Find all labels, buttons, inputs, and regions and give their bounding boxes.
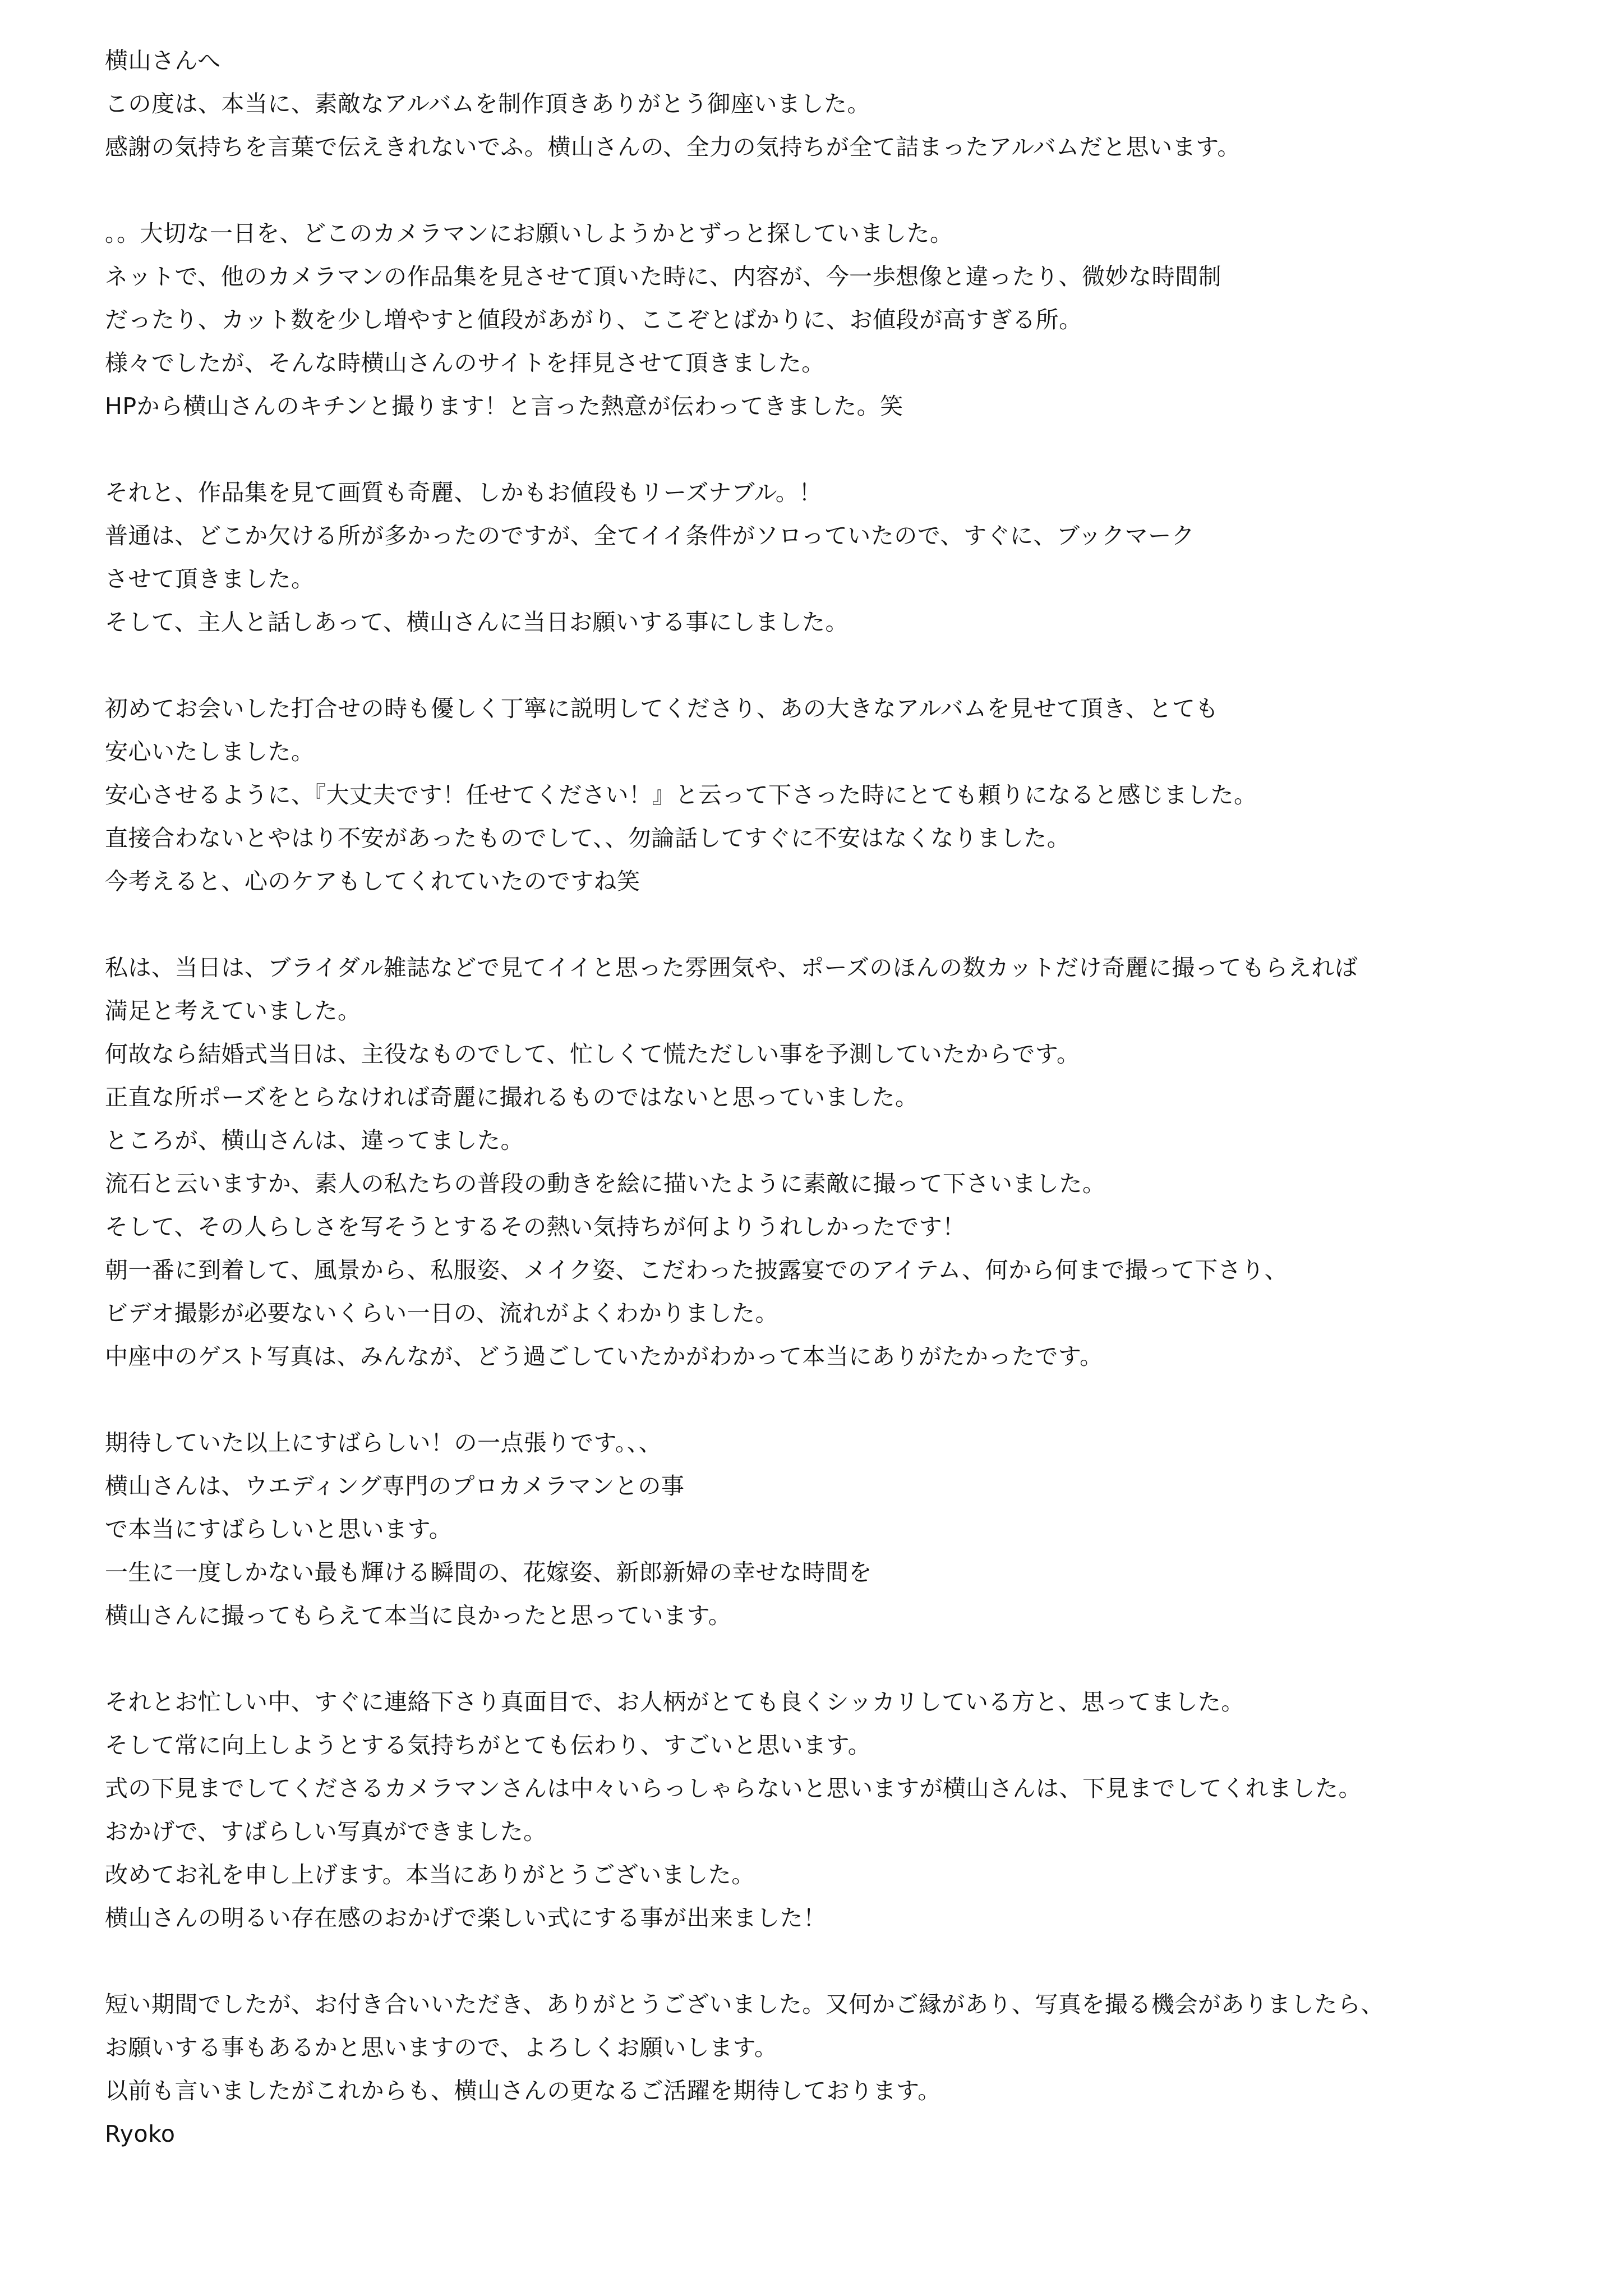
letter-line: 感謝の気持ちを言葉で伝えきれないでふ。横山さんの、全力の気持ちが全て詰まったアルバムだと思います。 <box>105 134 1241 160</box>
letter-line: そして、その人らしさを写そうとするその熱い気持ちが何よりうれしかったです！ <box>105 1213 966 1240</box>
letter-line: 以前も言いましたがこれからも、横山さんの更なるご活躍を期待しております。 <box>105 2077 941 2104</box>
letter-line: そして常に向上しようとする気持ちがとても伝わり、すごいと思います。 <box>105 1732 872 1759</box>
letter-body <box>105 39 1563 2156</box>
letter-line: 直接合わないとやはり不安があったものでして、、勿論話してすぐに不安はなくなりました。 <box>105 825 1071 852</box>
letter-line: 正直な所ポーズをとらなければ奇麗に撮れるものではないと思っていました。 <box>105 1084 919 1111</box>
letter-line: 一生に一度しかない最も輝ける瞬間の、花嫁姿、新郎新婦の幸せな時間を <box>105 1559 872 1586</box>
letter-line: 満足と考えていました。 <box>105 997 361 1024</box>
paragraph-gap <box>105 1940 1563 1983</box>
letter-line: 普通は、どこか欠ける所が多かったのですが、全てイイ条件がソロっていたので、すぐに、ブックマーク <box>105 522 1195 549</box>
paragraph-gap <box>105 1637 1563 1681</box>
letter-line: HPから横山さんのキチンと撮ります！と言った熱意が伝わってきました。笑 <box>105 393 903 420</box>
letter-line: この度は、本当に、素敵なアルバムを制作頂きありがとう御座いました。 <box>105 90 870 117</box>
signature: Ryoko <box>105 2120 176 2147</box>
letter-line: おかげで、すばらしい写真ができました。 <box>105 1818 547 1845</box>
letter-line: させて頂きました。 <box>105 565 315 592</box>
letter-line: 式の下見までしてくださるカメラマンさんは中々いらっしゃらないと思いますが横山さんは、下見までしてくれました。 <box>105 1775 1362 1802</box>
letter-line: 安心いたしました。 <box>105 738 315 765</box>
letter-line: 私は、当日は、ブライダル雑誌などで見てイイと思った雰囲気や、ポーズのほんの数カットだけ奇麗に撮ってもらえれば <box>105 954 1358 981</box>
paragraph-gap <box>105 169 1563 212</box>
paragraph-gap <box>105 428 1563 471</box>
letter-line: 横山さんの明るい存在感のおかげで楽しい式にする事が出来ました！ <box>105 1904 827 1931</box>
paragraph-gap <box>105 903 1563 946</box>
salutation: 横山さんへ <box>105 47 221 74</box>
letter-line: 朝一番に到着して、風景から、私服姿、メイク姿、こだわった披露宴でのアイテム、何から何まで撮って下さり、 <box>105 1257 1288 1283</box>
letter-line: そして、主人と話しあって、横山さんに当日お願いする事にしました。 <box>105 609 849 636</box>
letter-line: ところが、横山さんは、違ってました。 <box>105 1127 524 1154</box>
letter-line: 期待していた以上にすばらしい！の一点張りです。、、 <box>105 1429 662 1456</box>
letter-line: 様々でしたが、そんな時横山さんのサイトを拝見させて頂きました。 <box>105 349 825 376</box>
letter-line: 短い期間でしたが、お付き合いいただき、ありがとうございました。又何かご縁があり、写真を撮る機会がありましたら、 <box>105 1991 1384 2018</box>
letter-line: 安心させるように、『大丈夫です！任せてください！』と云って下さった時にとても頼りになると感じました。 <box>105 781 1257 808</box>
letter-line: それと、作品集を見て画質も奇麗、しかもお値段もリーズナブル。！ <box>105 479 822 506</box>
letter-line: 改めてお礼を申し上げます。本当にありがとうございました。 <box>105 1861 755 1888</box>
letter-line: だったり、カット数を少し増やすと値段があがり、ここぞとばかりに、お値段が高すぎる所。 <box>105 306 1082 333</box>
letter-line: お願いする事もあるかと思いますので、よろしくお願いします。 <box>105 2034 778 2061</box>
paragraph-gap <box>105 644 1563 687</box>
letter-line: 初めてお会いした打合せの時も優しく丁寧に説明してくださり、あの大きなアルバムを見せて頂き、とても <box>105 695 1219 722</box>
letter-line: で本当にすばらしいと思います。 <box>105 1516 453 1543</box>
letter-line: ビデオ撮影が必要ないくらい一日の、流れがよくわかりました。 <box>105 1300 779 1327</box>
letter-line: 流石と云いますか、素人の私たちの普段の動きを絵に描いたように素敵に撮って下さいました。 <box>105 1170 1106 1197</box>
letter-line: 中座中のゲスト写真は、みんなが、どう過ごしていたかがわかって本当にありがたかったです。 <box>105 1343 1103 1370</box>
paragraph-gap <box>105 1378 1563 1421</box>
letter-line: それとお忙しい中、すぐに連絡下さり真面目で、お人柄がとても良くシッカリしている方と、思ってました。 <box>105 1688 1244 1715</box>
letter-line: 。。大切な一日を、どこのカメラマンにお願いしようかとずっと探していました。 <box>105 220 953 247</box>
letter-line: 何故なら結婚式当日は、主役なものでして、忙しくて慌ただしい事を予測していたからです。 <box>105 1041 1080 1068</box>
letter-line: ネットで、他のカメラマンの作品集を見させて頂いた時に、内容が、今一歩想像と違ったり、微妙な時間制 <box>105 263 1222 290</box>
letter-line: 今考えると、心のケアもしてくれていたのですね笑 <box>105 868 640 895</box>
letter-line: 横山さんは、ウエディング専門のプロカメラマンとの事 <box>105 1473 685 1499</box>
letter-line: 横山さんに撮ってもらえて本当に良かったと思っています。 <box>105 1602 732 1629</box>
